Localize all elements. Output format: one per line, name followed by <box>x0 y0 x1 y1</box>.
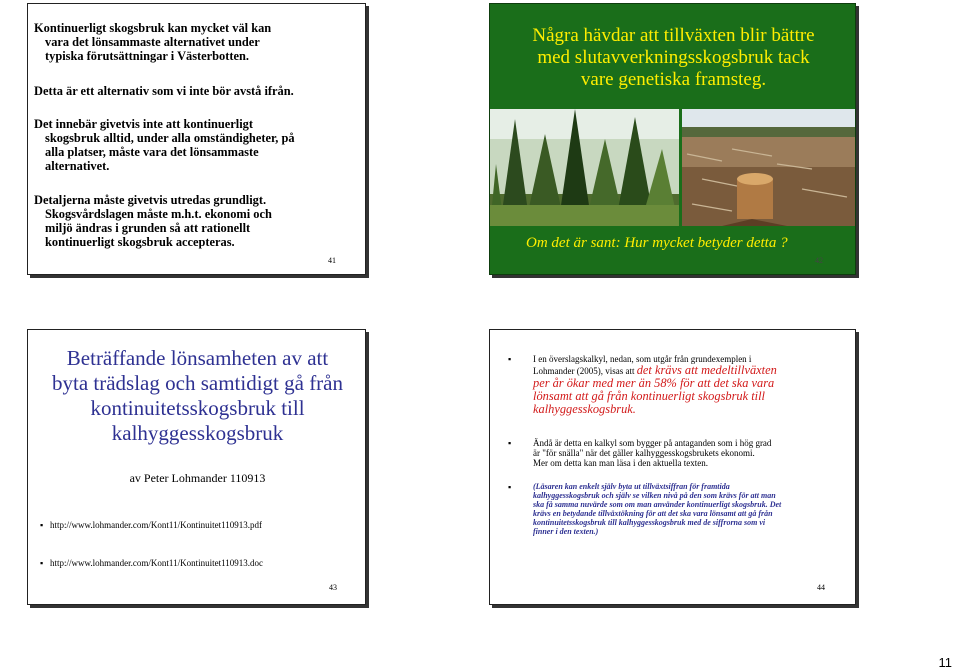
title-line: Beträffande lönsamheten av att <box>66 346 329 370</box>
bullet-icon: ▪ <box>40 558 44 568</box>
text-line: (Läsaren kan enkelt själv byta ut tillväxtsiffran för framtida <box>533 482 730 491</box>
slide43-author: av Peter Lohmander 110913 <box>129 471 266 485</box>
slide43-title <box>28 346 367 446</box>
text-line: miljö ändras i grunden så att rationellt <box>45 221 251 235</box>
title-line: med slutavverkningsskogsbruk tack <box>537 47 810 68</box>
slide41-para3 <box>34 117 295 173</box>
text-line: Mer om detta kan man läsa i den aktuella texten. <box>533 458 708 468</box>
slide-number: 42 <box>815 256 823 265</box>
title-line: kontinuitetsskogsbruk till <box>90 396 305 420</box>
text-line: kalhyggesskogsbruk och själv se vilken nivå på den som krävs för att man <box>533 491 776 500</box>
slide-43 <box>27 329 366 605</box>
text-line: alla platser, måste vara det lönsammaste <box>45 145 259 159</box>
slide42-title <box>490 25 857 91</box>
text-line: Detaljerna måste givetvis utredas grundligt. <box>34 193 267 207</box>
bullet-2 <box>508 438 848 468</box>
text-line: ska få samma nuvärde som om man använder kontinuerligt skogsbruk. Det <box>533 500 782 509</box>
clearcut-photo <box>682 109 855 226</box>
link-item <box>40 558 263 568</box>
bullet-icon: ▪ <box>508 438 512 448</box>
title-line: kalhyggesskogsbruk <box>111 421 284 445</box>
title-line: byta trädslag och samtidigt gå från <box>52 371 343 395</box>
text-line: kontinuerligt skogsbruk accepteras. <box>45 235 235 249</box>
bullet-2-body <box>533 438 848 468</box>
slide-42 <box>489 3 856 275</box>
red-emphasis: det krävs att medeltillväxten <box>636 363 777 377</box>
text-line: finner i den texten.) <box>533 527 599 536</box>
slide41-para2: Detta är ett alternativ som vi inte bör avstå ifrån. <box>34 84 294 98</box>
text-line: är "för snälla" när det gäller kalhyggesskogsbrukets ekonomi. <box>533 448 755 458</box>
text-line: Kontinuerligt skogsbruk kan mycket väl kan <box>34 21 272 35</box>
red-emphasis: kalhyggesskogsbruk. <box>533 402 636 416</box>
bullet-icon: ▪ <box>508 482 512 492</box>
text-line: kontinuitetsskogsbruk till kalhyggesskogsbruk med de siffrorna som vi <box>533 518 766 527</box>
text-span: Lohmander (2005), visas att <box>533 366 635 376</box>
title-line: vare genetiska framsteg. <box>580 69 767 90</box>
text-line: krävs en betydande tillväxtökning för att det ska vara lönsamt att gå från <box>533 509 773 518</box>
sheet-page-number: 11 <box>938 655 952 670</box>
bullet-1 <box>508 354 848 416</box>
red-emphasis: per år ökar med mer än 58% för att det ska vara <box>533 376 775 390</box>
bullet-icon: ▪ <box>508 354 512 364</box>
red-emphasis: lönsamt att gå från kontinuerligt skogsbruk till <box>533 389 765 403</box>
bullet-1-body <box>533 354 848 416</box>
slide-44 <box>489 329 856 605</box>
text-line: alternativet. <box>45 159 110 173</box>
slide41-para1 <box>34 21 271 63</box>
text-line: I en överslagskalkyl, nedan, som utgår från grundexemplen i <box>533 354 752 364</box>
text-line: Skogsvårdslagen måste m.h.t. ekonomi och <box>45 207 272 221</box>
bullet-3 <box>508 482 848 536</box>
slide-number: 43 <box>329 583 337 592</box>
text-line: Ändå är detta en kalkyl som bygger på antaganden som i hög grad <box>533 438 772 448</box>
slide41-para4 <box>34 193 272 249</box>
text-line: vara det lönsammaste alternativet under <box>45 35 260 49</box>
bullet-3-body <box>533 482 848 536</box>
text-line: typiska förutsättningar i Västerbotten. <box>45 49 249 63</box>
title-line: Några hävdar att tillväxten blir bättre <box>532 25 815 46</box>
doc-link[interactable]: http://www.lohmander.com/Kont11/Kontinuitet110913.doc <box>50 558 263 568</box>
forest-photo <box>490 109 679 226</box>
pdf-link[interactable]: http://www.lohmander.com/Kont11/Kontinuitet110913.pdf <box>50 520 262 530</box>
slide-number: 44 <box>817 583 825 592</box>
slide-41 <box>27 3 366 275</box>
text-line: Det innebär givetvis inte att kontinuerligt <box>34 117 254 131</box>
text-line: skogsbruk alltid, under alla omständigheter, på <box>45 131 295 145</box>
slide42-caption: Om det är sant: Hur mycket betyder detta ? <box>526 235 788 251</box>
slide-number: 41 <box>328 256 336 265</box>
bullet-icon: ▪ <box>40 520 44 530</box>
link-item <box>40 520 262 530</box>
